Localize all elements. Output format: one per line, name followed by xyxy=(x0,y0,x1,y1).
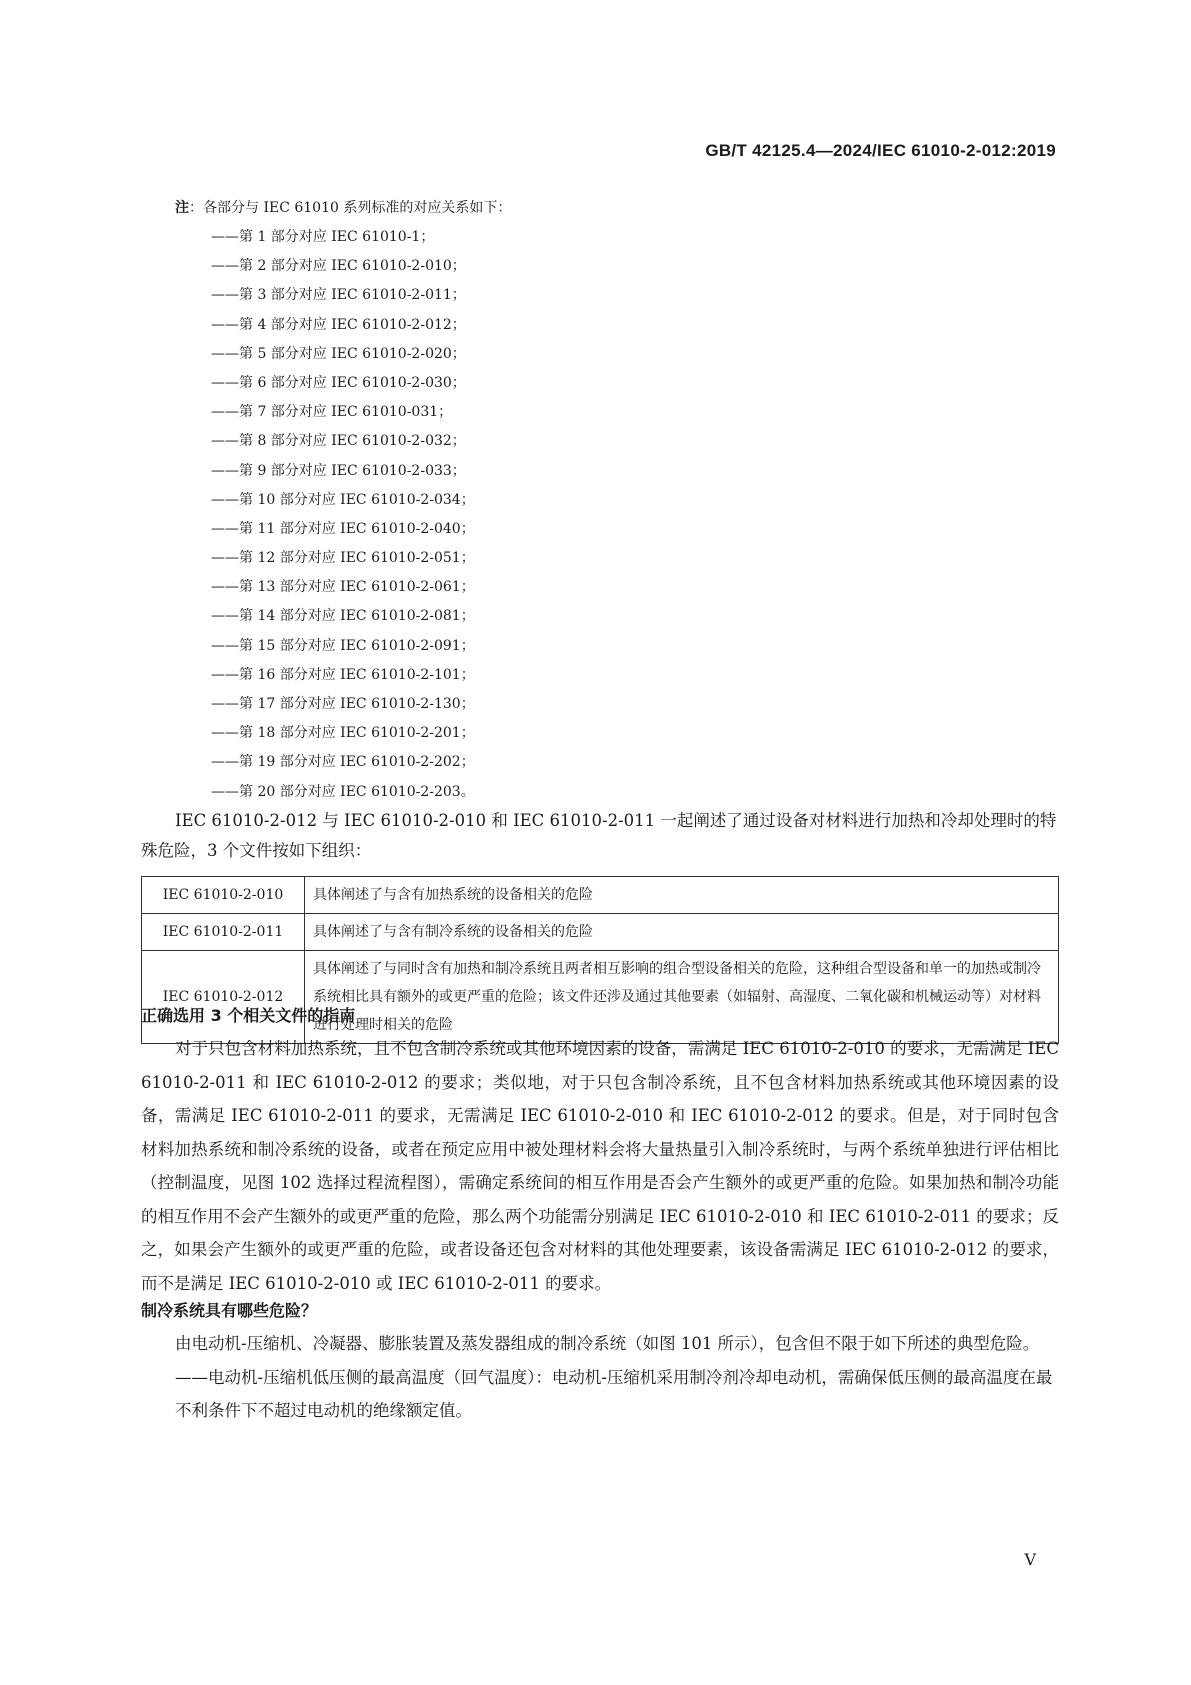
table-cell-desc: 具体阐述了与含有加热系统的设备相关的危险 xyxy=(305,877,1059,914)
section-heading: 正确选用 3 个相关文件的指南 xyxy=(141,1006,356,1025)
list-item: ——第 11 部分对应 IEC 61010-2-040； xyxy=(211,520,475,537)
section-paragraph: 由电动机-压缩机、冷凝器、膨胀装置及蒸发器组成的制冷系统（如图 101 所示），包含但不限于如下所述的典型危险。 xyxy=(175,1334,1040,1353)
list-item: ——第 8 部分对应 IEC 61010-2-032； xyxy=(211,433,466,450)
list-item: ——第 9 部分对应 IEC 61010-2-033； xyxy=(211,462,466,479)
bullet-text: 电动机-压缩机低压侧的最高温度（回气温度）：电动机-压缩机采用制冷剂冷却电动机，需确保低压侧的最高温度在最不利条件下不超过电动机的绝缘额定值。 xyxy=(175,1367,1053,1420)
hazards-section xyxy=(141,1295,1059,1427)
standard-header: GB/T 42125.4—2024/IEC 61010-2-012:2019 xyxy=(705,141,1056,160)
note-intro: ：各部分与 IEC 61010 系列标准的对应关系如下： xyxy=(189,200,512,216)
page-number: V xyxy=(1024,1550,1036,1569)
list-item: ——第 5 部分对应 IEC 61010-2-020； xyxy=(211,345,466,362)
bullet-dash: —— xyxy=(175,1367,208,1387)
table-row xyxy=(142,914,1059,951)
list-item: ——第 7 部分对应 IEC 61010-031； xyxy=(211,404,453,421)
list-item: ——第 16 部分对应 IEC 61010-2-101； xyxy=(211,666,475,683)
table-cell-desc: 具体阐述了与同时含有加热和制冷系统且两者相互影响的组合型设备相关的危险，这种组合型设备和单一的加热或制冷系统相比具有额外的或更严重的危险；该文件还涉及通过其他要素（如辐射、高湿度、二氧化碳和机械运动等）对材料进行处理时相关的危险 xyxy=(305,951,1059,1044)
list-item: ——第 6 部分对应 IEC 61010-2-030； xyxy=(211,374,466,391)
list-item: ——第 18 部分对应 IEC 61010-2-201； xyxy=(211,725,475,742)
guidance-section xyxy=(141,1000,1059,1300)
list-item: ——第 20 部分对应 IEC 61010-2-203。 xyxy=(211,783,475,800)
note-title xyxy=(175,194,511,223)
list-item: ——第 2 部分对应 IEC 61010-2-010； xyxy=(211,258,466,275)
hazard-bullet xyxy=(141,1361,1059,1427)
intro-section xyxy=(141,806,1059,866)
intro-paragraph: IEC 61010-2-012 与 IEC 61010-2-010 和 IEC 61010-2-011 一起阐述了通过设备对材料进行加热和冷却处理时的特殊危险，3 个文件按如下组织： xyxy=(141,811,1057,860)
section-body xyxy=(141,1327,1059,1361)
list-item: ——第 4 部分对应 IEC 61010-2-012； xyxy=(211,316,466,333)
section-heading: 制冷系统具有哪些危险？ xyxy=(141,1301,318,1320)
list-item: ——第 13 部分对应 IEC 61010-2-061； xyxy=(211,579,475,596)
table-row xyxy=(142,877,1059,914)
list-item: ——第 12 部分对应 IEC 61010-2-051； xyxy=(211,550,475,567)
table-cell-desc: 具体阐述了与含有制冷系统的设备相关的危险 xyxy=(305,914,1059,951)
list-item: ——第 17 部分对应 IEC 61010-2-130； xyxy=(211,696,475,712)
table-cell-code: IEC 61010-2-011 xyxy=(142,914,305,951)
list-item: ——第 10 部分对应 IEC 61010-2-034； xyxy=(211,491,475,508)
note-block xyxy=(175,194,511,807)
table-cell-code: IEC 61010-2-012 xyxy=(142,951,305,1044)
note-label: 注 xyxy=(175,200,189,216)
list-item: ——第 3 部分对应 IEC 61010-2-011； xyxy=(211,287,466,304)
section-body xyxy=(141,1032,1059,1300)
note-list xyxy=(175,223,511,807)
list-item: ——第 14 部分对应 IEC 61010-2-081； xyxy=(211,608,475,625)
list-item: ——第 15 部分对应 IEC 61010-2-091； xyxy=(211,637,475,654)
list-item: ——第 19 部分对应 IEC 61010-2-202； xyxy=(211,754,475,771)
section-paragraph: 对于只包含材料加热系统，且不包含制冷系统或其他环境因素的设备，需满足 IEC 61010-2-010 的要求，无需满足 IEC 61010-2-011 和 IEC 61010-2-012 的要求；类似地，对于只包含制冷系统，且不包含材料加热系统或其他环境因素的设备，需满足 IEC 61010-2-011 的要求，无需满足 IEC 61010-2-010 和 IEC 61010-2-012 的要求。但是，对于同时包含材料加热系统和制冷系统的设备，或者在预定应用中被处理材料会将大量热量引入制冷系统时，与两个系统单独进行评估相比（控制温度，见图 102 选择过程流程图），需确定系统间的相互作用是否会产生额外的或更严重的危险。如果加热和制冷功能的相互作用不会产生额外的或更严重的危险，那么两个功能需分别满足 IEC 61010-2-010 和 IEC 61010-2-011 的要求；反之，如果会产生额外的或更严重的危险，或者设备还包含对材料的其他处理要素，该设备需满足 IEC 61010-2-012 的要求，而不是满足 IEC 61010-2-010 或 IEC 61010-2-011 的要求。 xyxy=(141,1039,1059,1293)
table-cell-code: IEC 61010-2-010 xyxy=(142,877,305,914)
list-item: ——第 1 部分对应 IEC 61010-1； xyxy=(211,229,435,245)
